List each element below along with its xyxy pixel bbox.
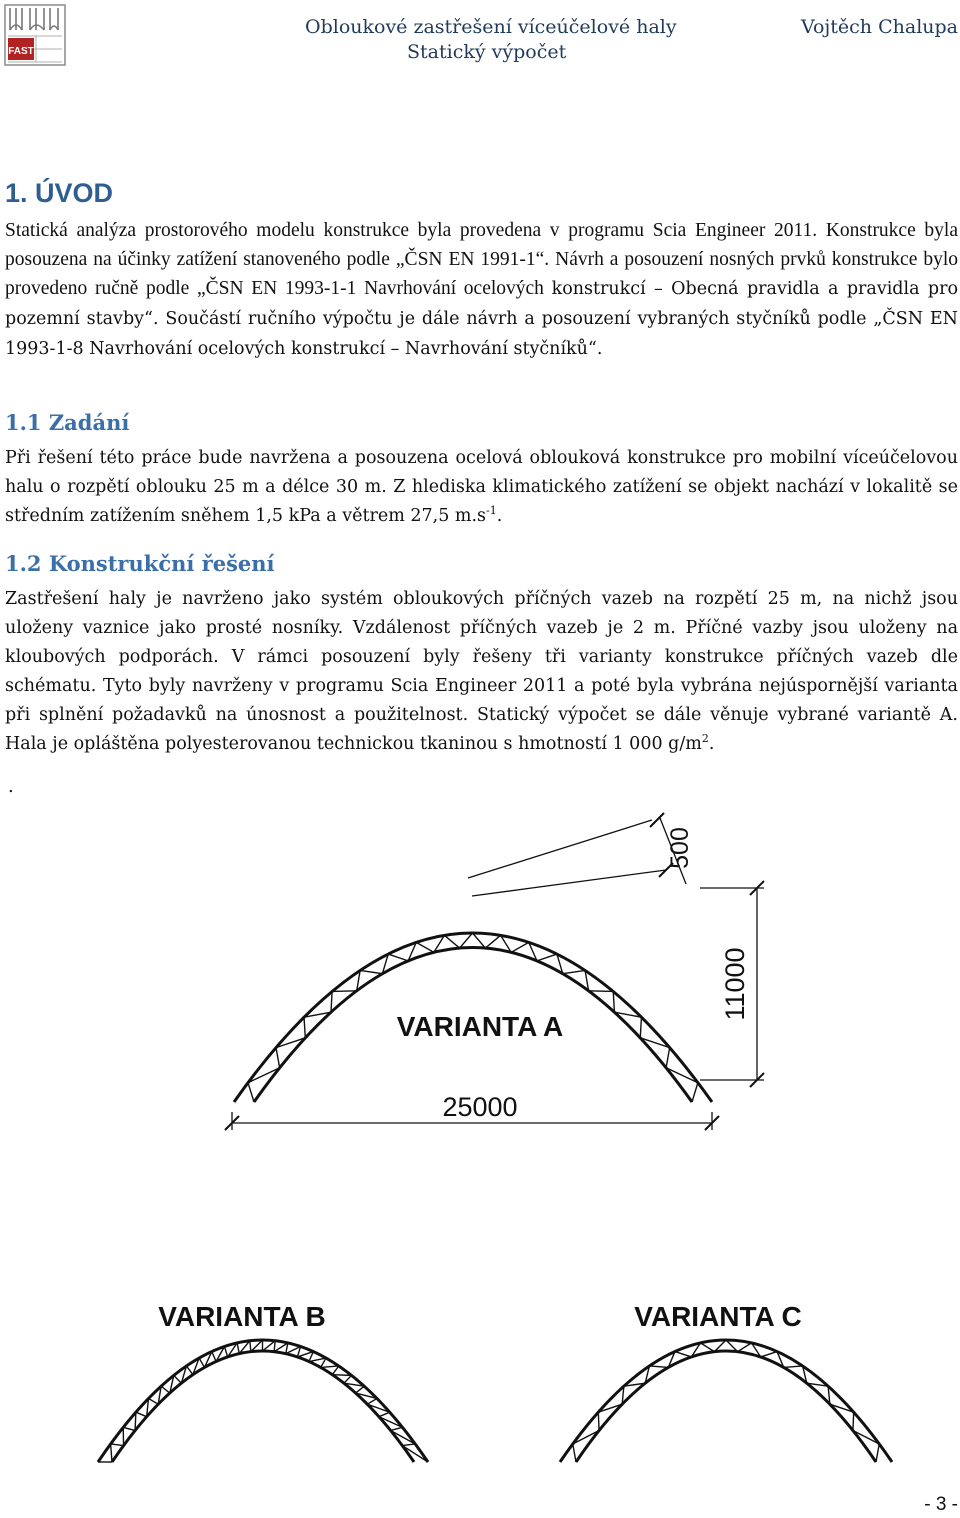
truss-member — [444, 935, 459, 948]
truss-member — [598, 1412, 599, 1430]
truss-member — [853, 1412, 854, 1430]
truss-member — [237, 1343, 239, 1354]
intro-text-part-b: konstrukcí – Obecná pravidla a pravidla pro pozemní stavby“. Součástí ručního výpočtu je dále návrh a posouzení vybraných styčníků podle „ČSN EN 1993-1-8 Navrhování ocelových konstrukcí – Navrhování styčníků“. — [5, 279, 959, 359]
truss-member — [136, 1412, 147, 1416]
truss-member — [876, 1444, 879, 1462]
truss-member — [666, 1048, 670, 1068]
stray-dot: . — [8, 776, 14, 797]
arch-variants-figure — [0, 800, 960, 1480]
truss-member — [563, 970, 585, 973]
truss-member — [700, 1343, 714, 1352]
zadani-end: . — [496, 506, 503, 526]
truss-member — [573, 1444, 576, 1462]
header-subtitle: Statický výpočet — [407, 41, 567, 63]
truss-member — [123, 1427, 135, 1430]
truss-member — [649, 1366, 668, 1367]
truss-member — [321, 1366, 339, 1367]
truss-member — [391, 1427, 403, 1430]
truss-member — [111, 1444, 112, 1462]
truss-member — [511, 942, 529, 952]
truss-member — [250, 1341, 251, 1352]
truss-member — [111, 1444, 124, 1446]
truss-member — [224, 1346, 227, 1356]
truss-member — [613, 991, 614, 1012]
fast-logo — [4, 4, 66, 66]
zadani-paragraph — [5, 444, 958, 531]
variant-a-height-dimension: 11000 — [720, 947, 750, 1021]
truss-member — [784, 1366, 803, 1367]
truss-member — [304, 1017, 305, 1038]
header-title: Obloukové zastřešení víceúčelové haly — [305, 16, 677, 38]
truss-member — [332, 1366, 338, 1375]
truss-member — [675, 1352, 691, 1357]
variant-a-label: VARIANTA A — [396, 1011, 564, 1042]
variant-c-arch — [560, 1340, 892, 1462]
truss-member — [149, 1398, 159, 1404]
truss-member — [174, 1375, 182, 1383]
truss-member — [186, 1366, 192, 1375]
variant-b-label: VARIANTA B — [158, 1301, 326, 1332]
truss-member — [367, 1398, 377, 1404]
truss-member — [416, 942, 434, 952]
truss-member — [199, 1358, 204, 1367]
variant-b-arch — [98, 1340, 428, 1462]
truss-member — [356, 1386, 365, 1393]
truss-member — [485, 935, 500, 948]
truss-member — [332, 1375, 351, 1376]
zadani-text: Při řešení této práce bude navržena a posouzena ocelová oblouková konstrukce pro mobilní víceúčelovou halu o rozpětí oblouku 25 m a délce 30 m. Z hlediska klimatického zatížení se objekt nachází v lokalitě se středním zatížením sněhem 1,5 kPa a větrem 27,5 m.s — [5, 448, 958, 526]
variant-c-label: VARIANTA C — [634, 1301, 802, 1332]
truss-member — [388, 954, 408, 961]
truss-member — [263, 1341, 276, 1351]
truss-member — [309, 1358, 326, 1361]
truss-member — [640, 1017, 641, 1038]
zadani-superscript: -1 — [486, 504, 497, 518]
truss-member — [738, 1343, 752, 1352]
truss-member — [248, 1083, 254, 1102]
logo-text: FAST — [8, 46, 34, 57]
intro-text-part-a: Statická analýza prostorového modelu konstrukce byla provedena v programu Scia Engineer 2011. Konstrukce byla posouzena na účinky zatížení stanoveného podle „ČSN EN 1991-1“. Návrh a posouzení nosných prvků konstrukce bylo provedeno ručně podle „ČSN EN 1993-1-1 Navrhování ocelových — [5, 220, 958, 299]
section-heading-zadani: 1.1 Zadání — [5, 410, 130, 435]
truss-member — [473, 933, 486, 948]
truss-member — [212, 1352, 216, 1362]
truss-member — [692, 1083, 698, 1102]
truss-member — [331, 991, 332, 1012]
truss-member — [360, 970, 382, 973]
truss-member — [332, 991, 357, 992]
truss-member — [537, 954, 557, 961]
page-number: - 3 - — [924, 1494, 958, 1515]
variant-a-span-dimension: 25000 — [442, 1092, 518, 1122]
truss-member — [589, 991, 614, 992]
truss-member — [379, 1412, 390, 1416]
intro-paragraph — [5, 216, 958, 364]
truss-member — [344, 1375, 352, 1383]
konstrukcni-superscript: 2 — [701, 732, 709, 746]
variant-a-depth-dimension: 500 — [666, 827, 694, 869]
truss-member — [276, 1048, 280, 1068]
truss-member — [161, 1386, 170, 1393]
section-heading-uvod: 1. ÚVOD — [5, 178, 114, 208]
truss-member — [402, 1444, 415, 1446]
truss-member — [460, 933, 473, 948]
konstrukcni-paragraph — [5, 585, 958, 759]
konstrukcni-end: . — [708, 734, 715, 754]
truss-member — [135, 1412, 136, 1430]
konstrukcni-text: Zastřešení haly je navrženo jako systém obloukových příčných vazeb na rozpětí 25 m, na nichž jsou uloženy vaznice jako prosté nosníky. Vzdálenost příčných vazeb je 2 m. Příčné vazby jsou uloženy na kloubových podporách. V rámci posouzení byly řešeny tři varianty konstrukce příčných vazeb dle schématu. Tyto byly navrženy v programu Scia Engineer 2011 a poté byla vybrána nejúspornější varianta při splnění požadavků na únosnost a použitelnost. Statický výpočet se dále věnuje vybrané variantě A. Hala je opláštěna polyesterovanou technickou tkaninou s hmotností 1 000 g/m — [5, 589, 958, 754]
header-author: Vojtěch Chalupa — [800, 16, 958, 38]
truss-member — [761, 1352, 777, 1357]
section-heading-konstrukcni-reseni: 1.2 Konstrukční řešení — [5, 551, 275, 576]
